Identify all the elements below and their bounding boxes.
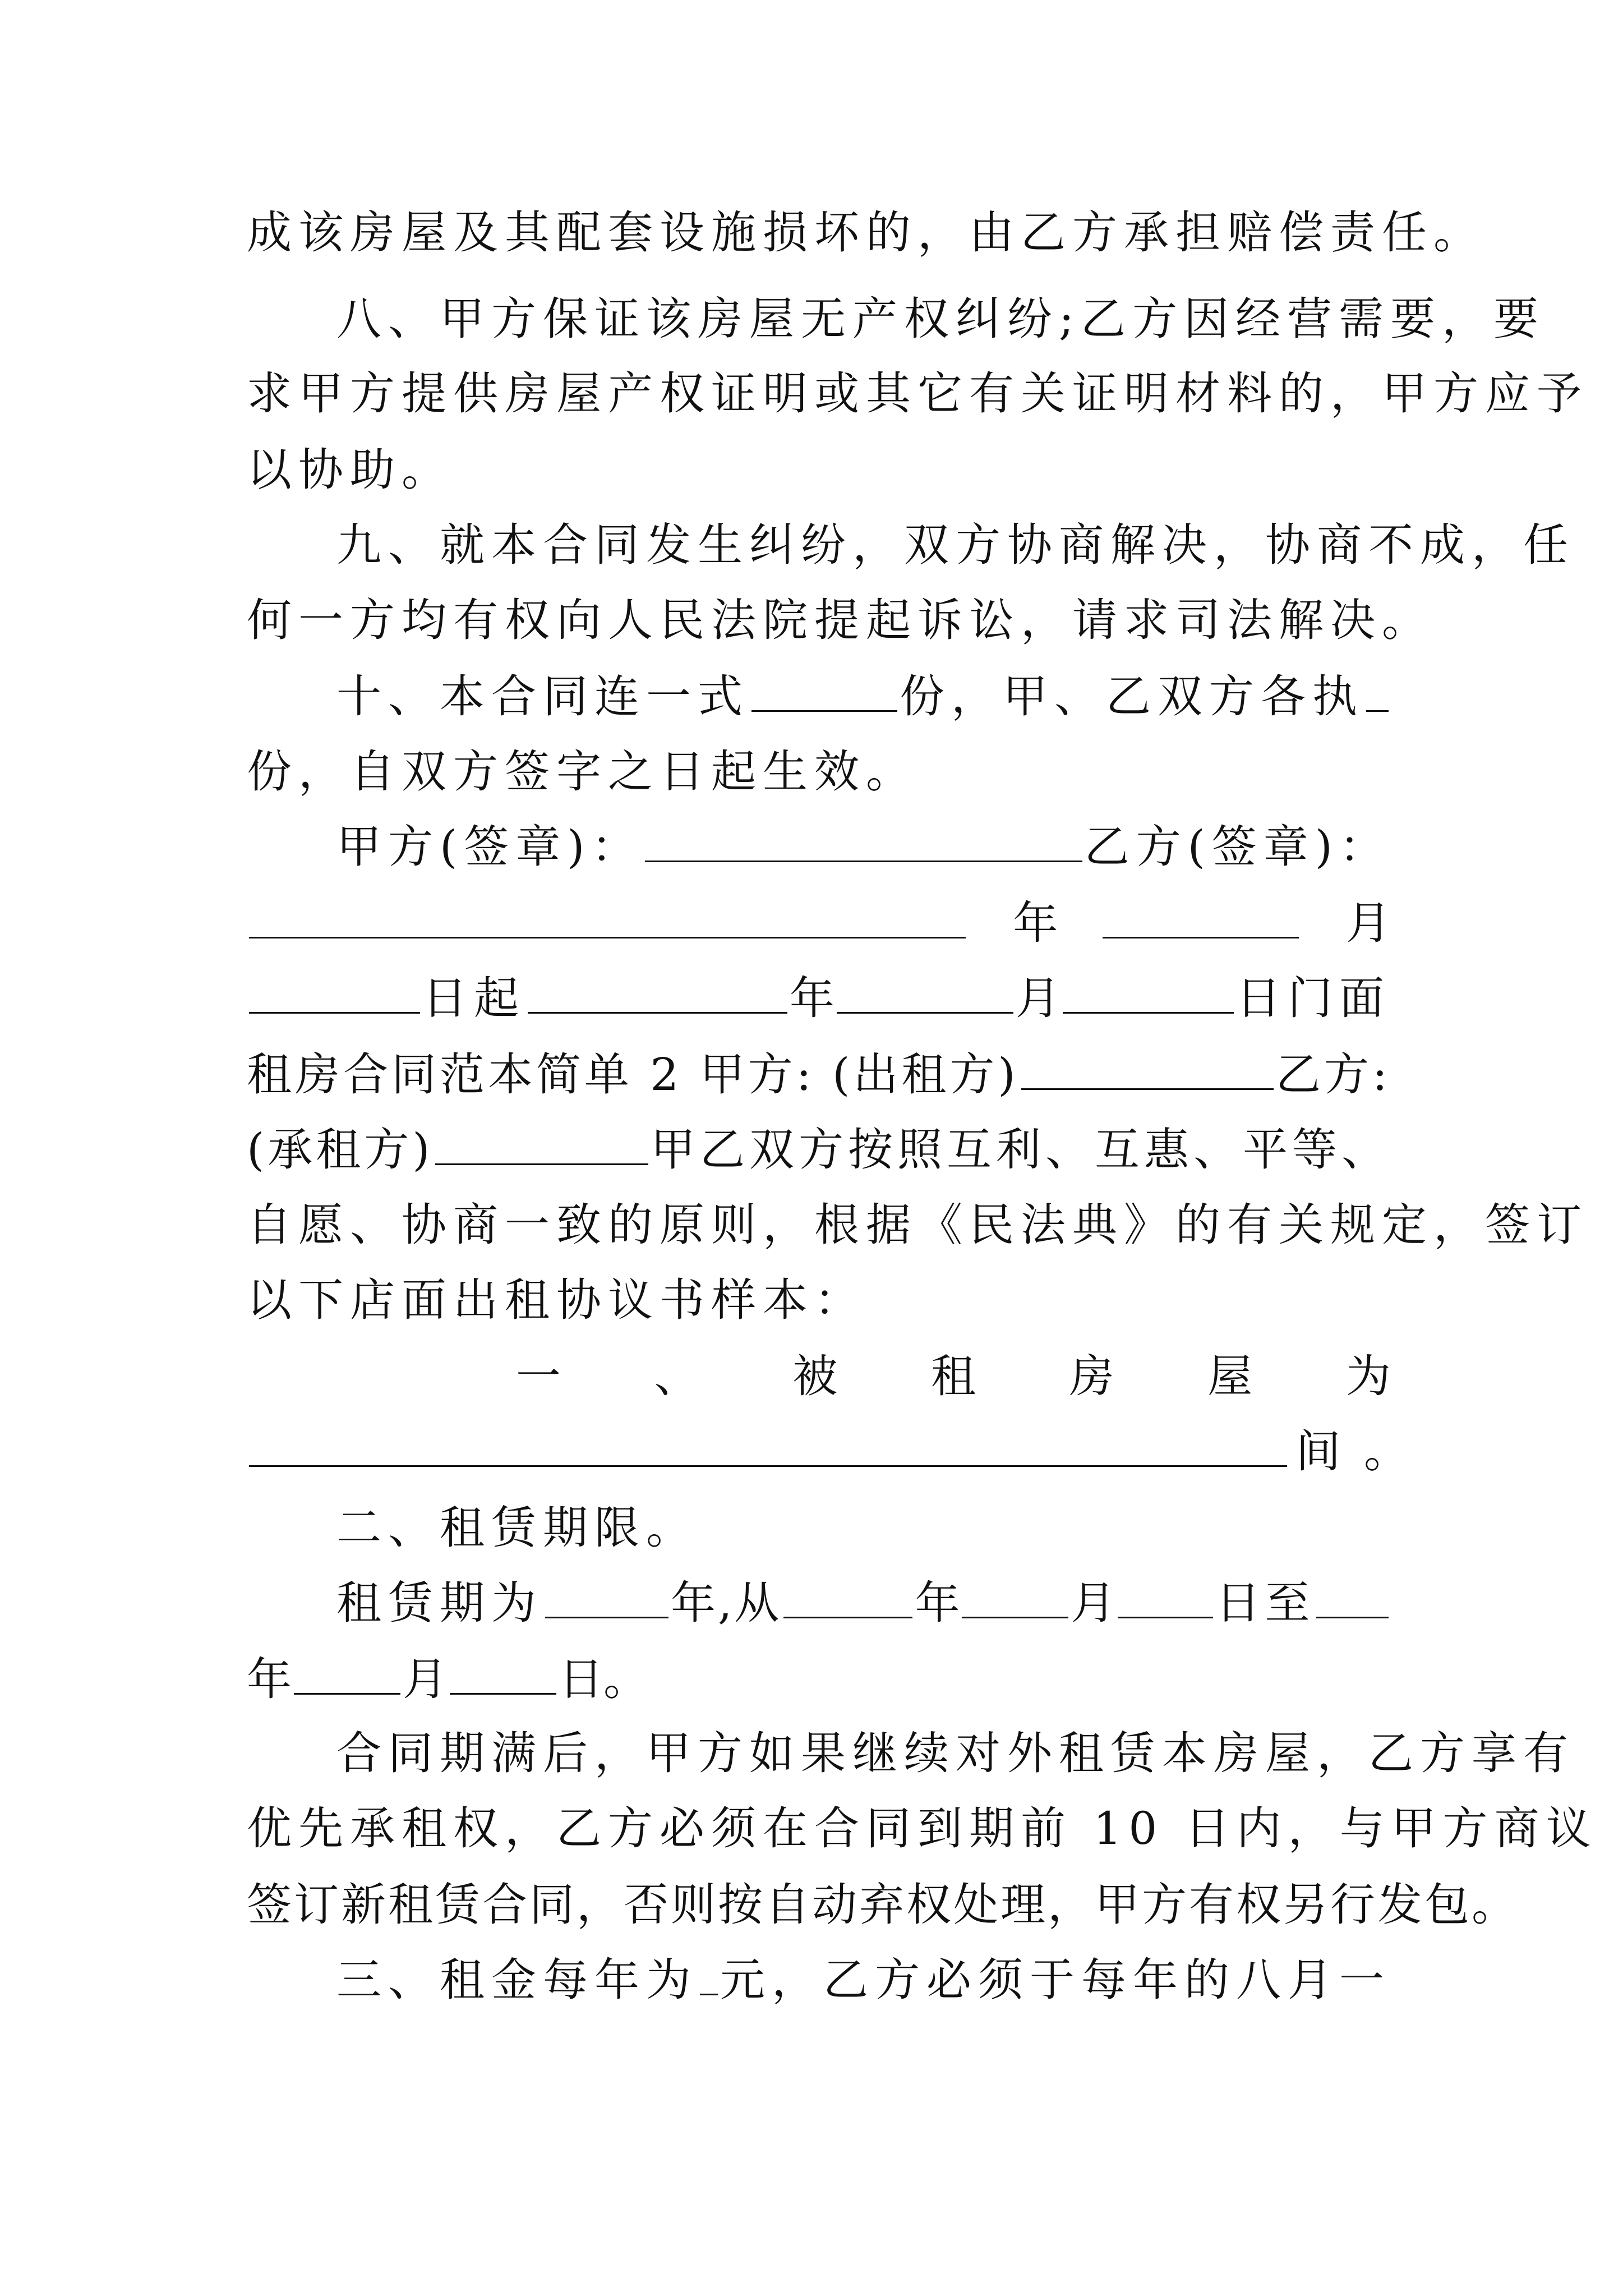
blank-field[interactable] bbox=[294, 1647, 400, 1695]
blank-field[interactable] bbox=[1021, 1042, 1274, 1090]
blank-field[interactable] bbox=[1118, 1571, 1213, 1618]
blank-field[interactable] bbox=[783, 1571, 912, 1618]
party-b-signature-label: 乙方(签章)： bbox=[1084, 821, 1391, 873]
text-segment: 日。 bbox=[559, 1653, 648, 1705]
text-line: 以协助。 bbox=[247, 444, 453, 496]
party-a-signature-label: 甲方(签章)： bbox=[336, 821, 643, 873]
blank-field[interactable] bbox=[645, 815, 1082, 862]
text-segment: 甲乙双方按照互利、互惠、平等、 bbox=[651, 1124, 1391, 1176]
text-segment: 年 bbox=[1013, 897, 1058, 949]
text-char: 为 bbox=[1345, 1350, 1391, 1402]
clause-9-line: 九、就本合同发生纠纷，双方协商解决，协商不成，任 bbox=[336, 519, 1575, 571]
contract-title-line bbox=[247, 1041, 1391, 1108]
text-segment: 间 。 bbox=[1295, 1425, 1413, 1478]
blank-field[interactable] bbox=[837, 966, 1013, 1014]
blank-field[interactable] bbox=[1063, 966, 1234, 1014]
clause-2-heading: 二、租赁期限。 bbox=[336, 1502, 698, 1554]
text-segment: 月 bbox=[1015, 972, 1061, 1024]
text-char: 一 bbox=[516, 1350, 561, 1402]
blank-field[interactable] bbox=[249, 1419, 1287, 1467]
signature-line bbox=[336, 813, 1391, 881]
text-line: 求甲方提供房屋产权证明或其它有关证明材料的，甲方应予 bbox=[247, 367, 1588, 420]
contract-title-text: 租房合同范本简单 2 甲方: (出租方) bbox=[247, 1048, 1019, 1101]
blank-field[interactable] bbox=[249, 891, 966, 938]
blank-field[interactable] bbox=[450, 1647, 556, 1695]
blank-field[interactable] bbox=[1316, 1571, 1389, 1618]
text-segment: 元，乙方必须于每年的八月一 bbox=[720, 1954, 1391, 2006]
date-line bbox=[247, 890, 1391, 957]
text-segment: 日门面 bbox=[1235, 972, 1391, 1024]
blank-field[interactable] bbox=[962, 1571, 1068, 1618]
text-line: 合同期满后，甲方如果继续对外租赁本房屋，乙方享有 bbox=[336, 1727, 1575, 1779]
blank-field[interactable] bbox=[1366, 664, 1389, 712]
text-char: 被 bbox=[792, 1350, 838, 1402]
clause-8-line: 八、甲方保证该房屋无产权纠纷;乙方因经营需要，要 bbox=[336, 293, 1545, 345]
text-segment: (承租方) bbox=[247, 1124, 434, 1176]
text-char: 房 bbox=[1069, 1350, 1114, 1402]
blank-field[interactable] bbox=[249, 966, 420, 1014]
text-line: 自愿、协商一致的原则，根据《民法典》的有关规定，签订 bbox=[247, 1199, 1588, 1251]
text-segment: 月 bbox=[403, 1653, 448, 1705]
blank-field[interactable] bbox=[1103, 891, 1299, 938]
blank-field[interactable] bbox=[700, 1948, 718, 1995]
text-segment: 年 bbox=[789, 972, 834, 1024]
lease-term-line bbox=[247, 1646, 1391, 1713]
text-line bbox=[247, 1116, 1391, 1184]
text-char: 租 bbox=[930, 1350, 976, 1402]
blank-field[interactable] bbox=[751, 664, 897, 712]
text-line: 签订新租赁合同，否则按自动弃权处理，甲方有权另行发包。 bbox=[247, 1879, 1519, 1931]
lease-term-line bbox=[336, 1570, 1391, 1637]
text-segment: 月 bbox=[1346, 897, 1391, 949]
text-line: 成该房屋及其配套设施损坏的，由乙方承担赔偿责任。 bbox=[247, 206, 1485, 259]
text-line: 优先承租权，乙方必须在合同到期前 10 日内，与甲方商议 bbox=[247, 1802, 1598, 1855]
text-segment: 日起 bbox=[422, 972, 526, 1024]
text-segment: 月 bbox=[1071, 1577, 1116, 1629]
text-line bbox=[247, 1418, 1413, 1485]
text-segment: 年,从 bbox=[671, 1577, 782, 1629]
text-segment: 乙方: bbox=[1276, 1048, 1391, 1101]
clause-3-line bbox=[336, 1947, 1391, 2014]
text-segment: 日至 bbox=[1215, 1577, 1315, 1629]
clause-10-line bbox=[336, 663, 1391, 730]
text-segment: 年 bbox=[915, 1577, 960, 1629]
blank-field[interactable] bbox=[528, 966, 787, 1014]
blank-field[interactable] bbox=[435, 1117, 648, 1165]
text-char: 屋 bbox=[1207, 1350, 1253, 1402]
text-segment: 租赁期为 bbox=[336, 1577, 543, 1629]
clause-1-line bbox=[516, 1343, 1391, 1410]
text-char: 、 bbox=[654, 1350, 699, 1402]
text-segment: 三、租金每年为 bbox=[336, 1954, 698, 2006]
date-line bbox=[247, 965, 1391, 1032]
blank-field[interactable] bbox=[545, 1571, 668, 1618]
text-line: 何一方均有权向人民法院提起诉讼，请求司法解决。 bbox=[247, 594, 1433, 646]
text-segment: 年 bbox=[247, 1653, 292, 1705]
text-segment: 十、本合同连一式 bbox=[336, 670, 749, 723]
text-line: 以下店面出租协议书样本： bbox=[247, 1274, 866, 1326]
text-segment: 份，甲、乙双方各执 bbox=[900, 670, 1364, 723]
text-line: 份，自双方签字之日起生效。 bbox=[247, 746, 917, 798]
